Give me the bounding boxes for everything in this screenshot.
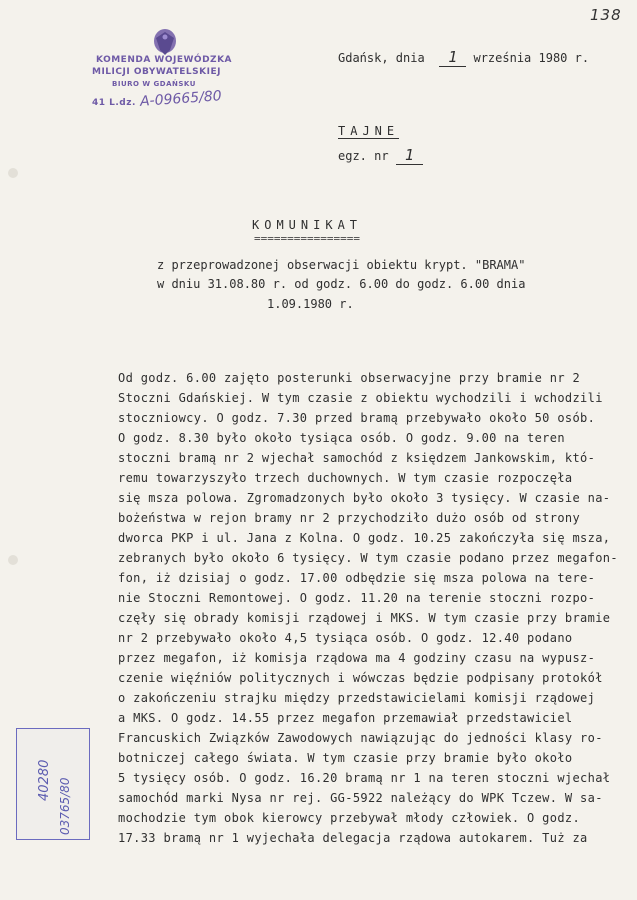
- page-number: 138: [590, 6, 622, 24]
- body-line: O godz. 8.30 było około tysiąca osób. O godz. 9.00 na teren: [118, 431, 565, 445]
- body-line: się msza polowa. Zgromadzonych było około 3 tysięcy. W czasie na-: [118, 491, 611, 505]
- body-line: nr 2 przebywało około 4,5 tysiąca osób. O godz. 12.40 podano: [118, 631, 573, 645]
- subtitle-line-2: w dniu 31.08.80 r. od godz. 6.00 do godz. 6.00 dnia: [157, 277, 526, 291]
- copy-number: [338, 146, 423, 165]
- punch-hole: [8, 168, 18, 178]
- eagle-emblem-icon: [152, 28, 178, 58]
- body-line: botniczej całego świata. W tym czasie przy bramie było około: [118, 751, 573, 765]
- side-stamp-number-b: 03765/80: [58, 777, 72, 835]
- body-line: samochód marki Nysa nr rej. GG-5922 należący do WPK Tczew. W sa-: [118, 791, 603, 805]
- body-line: 17.33 bramą nr 1 wyjechała delegacja rządowa autokarem. Tuż za: [118, 831, 588, 845]
- office-stamp: [92, 28, 242, 118]
- stamp-line-4: 41 L.dz.: [92, 98, 136, 108]
- subtitle-line-3: 1.09.1980 r.: [267, 297, 354, 311]
- body-line: remu towarzyszyło trzech duchownych. W tym czasie rozpoczęła: [118, 471, 573, 485]
- date-prefix: Gdańsk, dnia: [338, 51, 425, 65]
- body-line: Francuskich Związków Zawodowych nawiązując do jedności klasy ro-: [118, 731, 603, 745]
- body-line: dworca PKP i ul. Jana z Kolna. O godz. 10.25 zakończyła się msza,: [118, 531, 611, 545]
- body-line: bożeństwa w rejon bramy nr 2 przychodziło dużo osób od strony: [118, 511, 581, 525]
- body-line: czenie więźniów politycznych i wówczas będzie podpisany protokół: [118, 671, 603, 685]
- date-suffix: września 1980 r.: [473, 51, 590, 65]
- body-line: o zakończeniu strajku między przedstawicielami komisji rządowej: [118, 691, 596, 705]
- subtitle-line-1: z przeprowadzonej obserwacji obiektu krypt. "BRAMA": [157, 258, 526, 272]
- body-line: a MKS. O godz. 14.55 przez megafon przemawiał przedstawiciel: [118, 711, 573, 725]
- body-line: stoczni bramą nr 2 wjechał samochód z księdzem Jankowskim, któ-: [118, 451, 596, 465]
- stamp-line-1: KOMENDA WOJEWÓDZKA: [96, 55, 233, 65]
- document-title: KOMUNIKAT: [252, 218, 363, 232]
- body-line: mochodzie tym obok kierowcy przebywał młody człowiek. O godz.: [118, 811, 581, 825]
- body-line: stoczniowcy. O godz. 7.30 przed bramą przebywało około 50 osób.: [118, 411, 596, 425]
- stamp-line-2: MILICJI OBYWATELSKIEJ: [92, 67, 221, 77]
- copy-prefix: egz. nr: [338, 149, 389, 163]
- body-line: przez megafon, iż komisja rządowa ma 4 godziny czasu na wypusz-: [118, 651, 596, 665]
- stamp-line-3: BIURO W GDAŃSKU: [112, 80, 196, 88]
- stamp-handwritten-number: A-09665/80: [139, 88, 223, 110]
- side-registry-stamp: [16, 728, 90, 840]
- body-line: nie Stoczni Remontowej. O godz. 11.20 na terenie stoczni rozpo-: [118, 591, 596, 605]
- body-line: 5 tysięcy osób. O godz. 16.20 bramą nr 1 na teren stoczni wjechał: [118, 771, 611, 785]
- body-line: częły się obrady komisji rządowej i MKS. W tym czasie przy bramie: [118, 611, 611, 625]
- body-line: zebranych było około 6 tysięcy. W tym czasie podano przez megafon-: [118, 551, 618, 565]
- document-date: [338, 48, 589, 67]
- side-stamp-number-a: 40280: [37, 759, 52, 801]
- body-line: Stoczni Gdańskiej. W tym czasie z obiektu wychodzili i wchodzili: [118, 391, 603, 405]
- date-day: 1: [439, 48, 466, 67]
- body-line: Od godz. 6.00 zajęto posterunki obserwacyjne przy bramie nr 2: [118, 371, 581, 385]
- title-underline: ================: [254, 232, 360, 245]
- punch-hole: [8, 555, 18, 565]
- body-line: fon, iż dzisiaj o godz. 17.00 odbędzie się msza polowa na tere-: [118, 571, 596, 585]
- copy-number-value: 1: [396, 146, 423, 165]
- classification-label: TAJNE: [338, 124, 400, 138]
